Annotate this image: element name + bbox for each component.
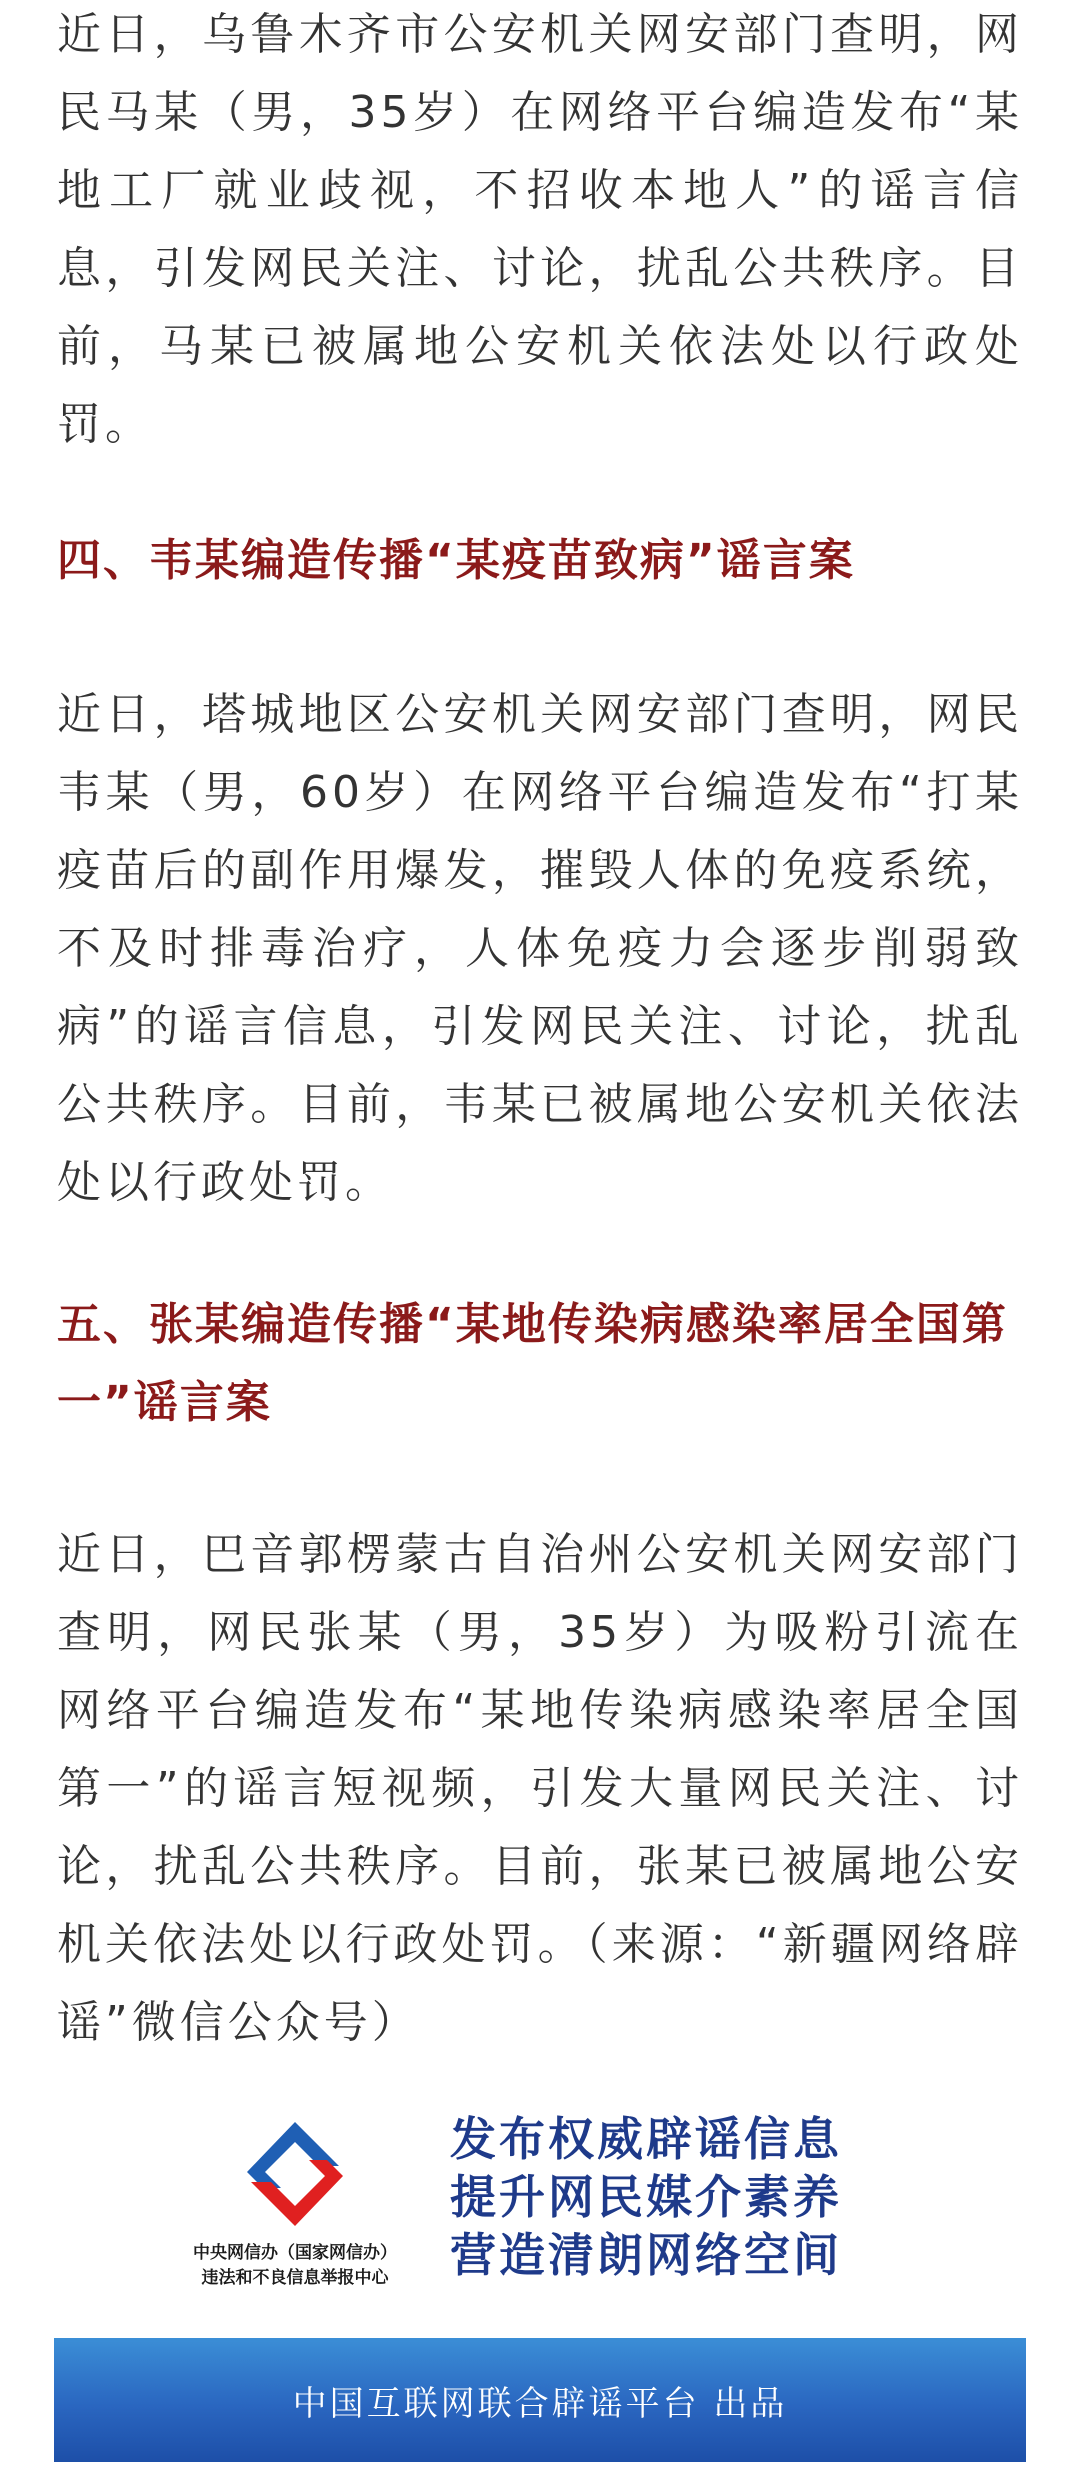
section-4-body-wrap [57,676,1023,1222]
section-body: 近日，塔城地区公安机关网安部门查明，网民韦某（男，60岁）在网络平台编造发布“打某疫苗后的副作用爆发，摧毁人体的免疫系统，不及时排毒治疗，人体免疫力会逐步削弱致病”的谣言信息，引发网民关注、讨论，扰乱公共秩序。目前，韦某已被属地公安机关依法处以行政处罚。 [57,689,1023,1208]
section-5-body-wrap [57,1516,1023,2062]
intro-paragraph: 近日，乌鲁木齐市公安机关网安部门查明，网民马某（男，35岁）在网络平台编造发布“某地工厂就业歧视，不招收本地人”的谣言信息，引发网民关注、讨论，扰乱公共秩序。目前，马某已被属地公安机关依法处以行政处罚。 [57,9,1023,450]
section-4 [57,522,1023,600]
slogan-line: 发布权威辟谣信息 [450,2112,842,2166]
logo-caption-line1: 中央网信办（国家网信办） [193,2243,397,2263]
section-body: 近日，巴音郭楞蒙古自治州公安机关网安部门查明，网民张某（男，35岁）为吸粉引流在网络平台编造发布“某地传染病感染率居全国第一”的谣言短视频，引发大量网民关注、讨论，扰乱公共秩序。目前，张某已被属地公安机关依法处以行政处罚。（来源：“新疆网络辟谣”微信公众号） [57,1529,1023,2048]
section-heading: 四、韦某编造传播“某疫苗致病”谣言案 [57,535,855,586]
report-center-logo [180,2120,410,2290]
credit-text: 中国互联网联合辟谣平台 出品 [292,2383,788,2424]
section-5 [57,1286,1023,1442]
section-heading: 五、张某编造传播“某地传染病感染率居全国第一”谣言案 [57,1299,1008,1428]
slogan-list [450,2110,890,2284]
report-center-emblem-icon [235,2120,355,2230]
credit-bar [54,2338,1026,2462]
slogan-line: 提升网民媒介素养 [450,2170,842,2224]
logo-caption-line2: 违法和不良信息举报中心 [201,2268,389,2288]
slogan-line: 营造清朗网络空间 [450,2228,842,2282]
brand-banner [180,2110,900,2290]
